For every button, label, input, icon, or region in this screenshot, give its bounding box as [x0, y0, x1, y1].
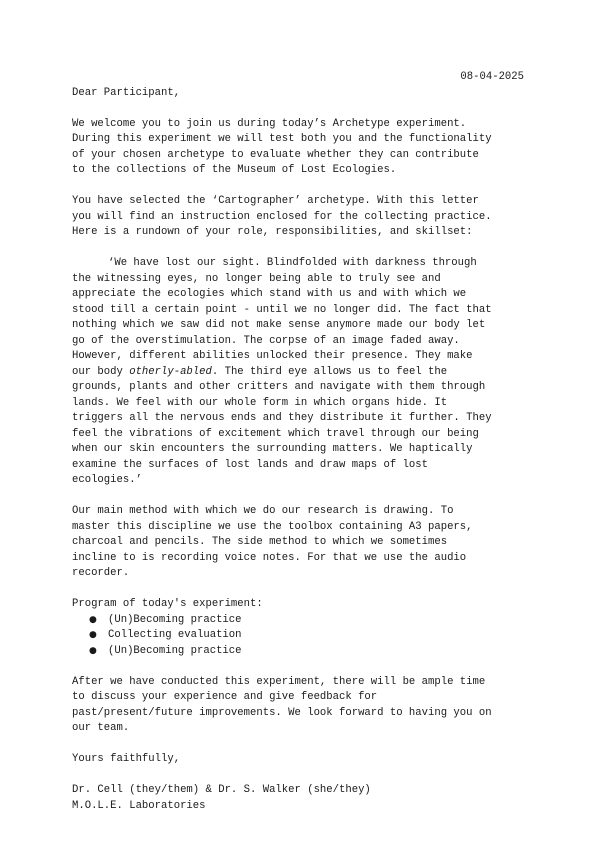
- quote-line: grounds, plants and other critters and navigate with them through: [72, 381, 486, 393]
- archetype-line: Here is a rundown of your role, responsibilities, and skillset:: [72, 226, 473, 238]
- letter-date: 08-04-2025: [460, 71, 524, 83]
- program-item-label: Collecting evaluation: [108, 629, 242, 641]
- program-item: [72, 644, 532, 660]
- quote-fragment: . The third eye allows us to feel the: [211, 365, 448, 378]
- bullet-icon: ●: [89, 630, 97, 640]
- intro-line: to the collections of the Museum of Lost Ecologies.: [72, 164, 397, 176]
- intro-paragraph: [72, 117, 532, 179]
- quote-line: stood till a certain point - until we no longer did. The fact that: [72, 303, 492, 316]
- closing-line: After we have conducted this experiment, there will be ample time: [72, 675, 486, 688]
- quote-line: However, different abilities unlocked their presence. They make: [72, 350, 473, 362]
- method-line: master this discipline we use the toolbox containing A3 papers,: [72, 520, 473, 533]
- quote-fragment: our body: [72, 365, 130, 378]
- archetype-paragraph: [72, 194, 532, 241]
- closing-paragraph: [72, 675, 532, 737]
- program-item: [72, 628, 532, 644]
- intro-line: of your chosen archetype to evaluate whether they can contribute: [72, 148, 479, 161]
- program-item-label: (Un)Becoming practice: [108, 613, 242, 626]
- bullet-icon: ●: [89, 614, 97, 625]
- intro-line: During this experiment we will test both you and the functionality: [72, 133, 492, 145]
- archetype-quote: [72, 256, 532, 489]
- signature-block: [72, 783, 532, 814]
- quote-line: ‘We have lost our sight. Blindfolded with darkness through: [108, 257, 477, 269]
- greeting: Dear Participant,: [72, 86, 181, 99]
- program-item: [72, 613, 532, 629]
- quote-line: appreciate the ecologies which stand with us and with which we: [72, 288, 467, 300]
- method-line: charcoal and pencils. The side method to which we sometimes: [72, 536, 448, 548]
- archetype-line: You have selected the ‘Cartographer’ archetype. With this letter: [72, 195, 479, 207]
- quote-line: feel the vibrations of excitement which travel through our being: [72, 427, 479, 440]
- method-line: Our main method with which we do our research is drawing. To: [72, 505, 454, 517]
- method-line: incline to is recording voice notes. For that we use the audio: [72, 551, 467, 564]
- program-list: [72, 613, 532, 660]
- quote-line: examine the surfaces of lost lands and draw maps of lost: [72, 458, 429, 471]
- quote-line: triggers all the nervous ends and they distribute it further. They: [72, 412, 492, 424]
- quote-line: ecologies.’: [72, 474, 142, 486]
- letter-body: [72, 70, 532, 814]
- signoff: Yours faithfully,: [72, 753, 181, 765]
- quote-line-emphasis: [72, 365, 532, 381]
- intro-line: We welcome you to join us during today’s Archetype experiment.: [72, 117, 467, 130]
- closing-line: our team.: [72, 722, 130, 734]
- program-title: Program of today's experiment:: [72, 598, 263, 610]
- program-item-label: (Un)Becoming practice: [108, 644, 242, 657]
- quote-line: the witnessing eyes, no longer being able to truly see and: [72, 272, 441, 285]
- signature-organization: M.O.L.E. Laboratories: [72, 799, 206, 812]
- bullet-icon: ●: [89, 645, 97, 656]
- otherly-abled-emphasis: otherly-abled: [129, 365, 212, 378]
- quote-line: nothing which we saw did not make sense anymore made our body let: [72, 319, 486, 331]
- quote-line: when our skin encounters the surrounding matters. We haptically: [72, 443, 473, 455]
- method-line: recorder.: [72, 567, 130, 579]
- archetype-line: you will find an instruction enclosed for the collecting practice.: [72, 210, 492, 223]
- closing-line: to discuss your experience and give feedback for: [72, 691, 378, 703]
- quote-line: lands. We feel with our whole form in which organs hide. It: [72, 396, 448, 409]
- quote-line: go of the overstimulation. The corpse of an image faded away.: [72, 334, 460, 347]
- signature-names: Dr. Cell (they/them) & Dr. S. Walker (she/they): [72, 784, 371, 796]
- method-paragraph: [72, 504, 532, 582]
- closing-line: past/present/future improvements. We look forward to having you on: [72, 706, 492, 719]
